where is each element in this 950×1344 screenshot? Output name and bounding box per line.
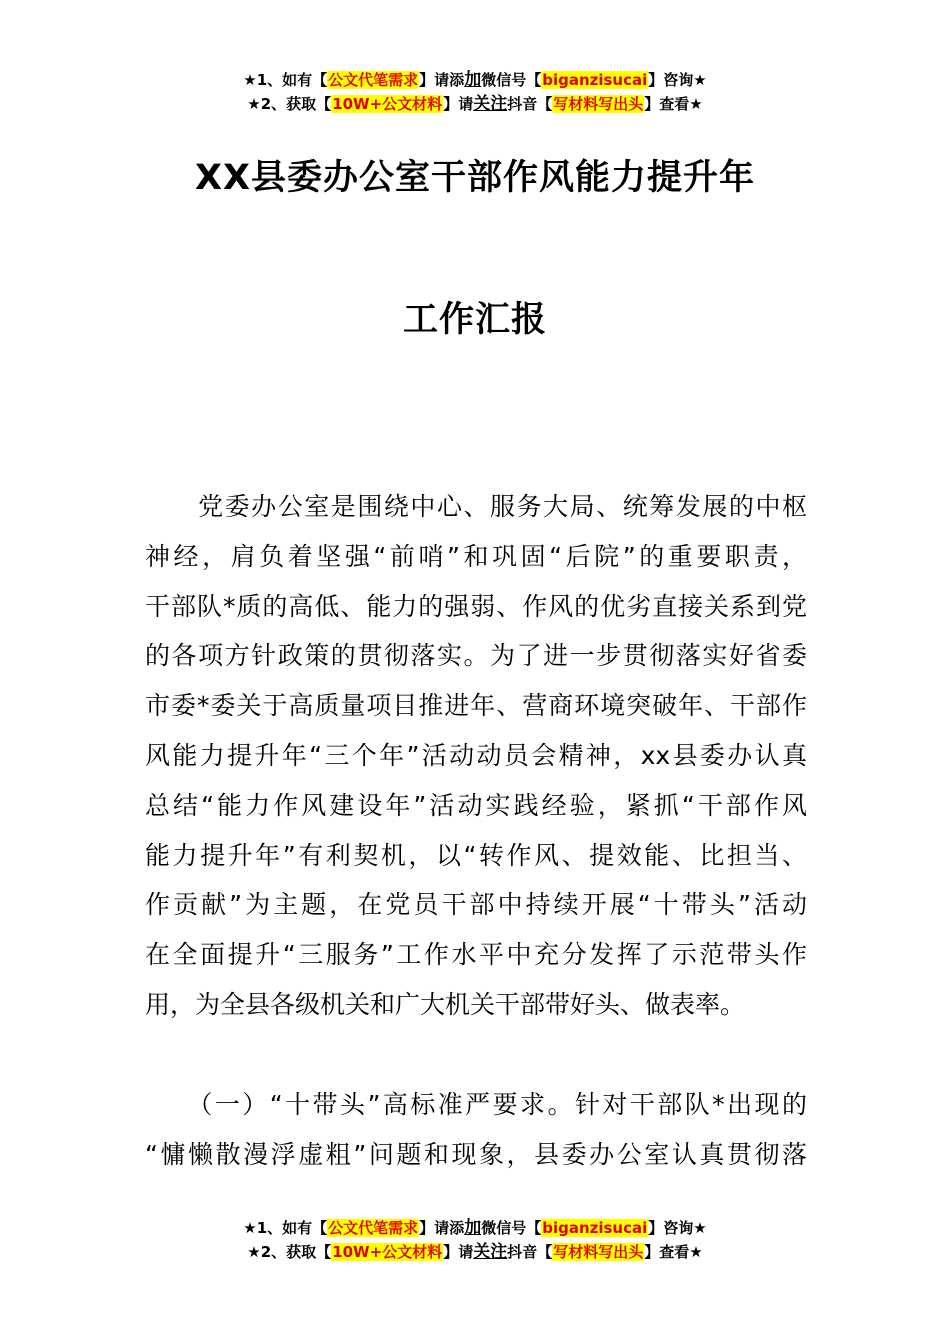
paragraph-line: 党委办公室是围绕中心、服务大局、统筹发展的中枢 bbox=[145, 492, 807, 521]
banner-line-2 bbox=[0, 1240, 950, 1264]
paragraph-line: 用，为全县各级机关和广大机关干部带好头、做表率。 bbox=[145, 989, 746, 1019]
banner-text: 微信号【 bbox=[481, 71, 542, 89]
paragraph-line: 能力提升年”有利契机，以“转作风、提效能、比担当、 bbox=[145, 840, 807, 870]
banner-highlight-douyin-id: 写材料写出头 bbox=[553, 95, 644, 113]
paragraph-1 bbox=[145, 482, 807, 1030]
banner-text: 抖音【 bbox=[507, 95, 553, 113]
banner-highlight: 公文代笔需求 bbox=[328, 71, 419, 89]
banner-text: 】查看★ bbox=[644, 95, 703, 113]
banner-text: 】查看★ bbox=[644, 1243, 703, 1261]
document-title-line-1: XX县委办公室干部作风能力提升年 bbox=[195, 158, 755, 198]
banner-highlight: 10W+公文材料 bbox=[332, 1243, 443, 1261]
banner-underlined-text: 关注 bbox=[473, 1242, 508, 1262]
banner-highlight-wechat-id: biganzisucai bbox=[542, 1219, 648, 1237]
banner-highlight: 公文代笔需求 bbox=[328, 1219, 419, 1237]
banner-highlight-douyin-id: 写材料写出头 bbox=[553, 1243, 644, 1261]
paragraph-line: （一）“十带头”高标准严要求。针对干部队*出现的 bbox=[145, 1090, 807, 1119]
banner-line-2 bbox=[0, 92, 950, 116]
paragraph-line: 在全面提升“三服务”工作水平中充分发挥了示范带头作 bbox=[145, 940, 807, 970]
paragraph-line: 干部队*质的高低、能力的强弱、作风的优劣直接关系到党 bbox=[145, 591, 807, 621]
banner-text: 】咨询★ bbox=[648, 71, 707, 89]
banner-text: 抖音【 bbox=[507, 1243, 553, 1261]
banner-text: ★1、如有【 bbox=[243, 1219, 328, 1237]
banner-underlined-text: 加 bbox=[464, 1218, 482, 1238]
paragraph-2 bbox=[145, 1080, 807, 1180]
banner-highlight: 10W+公文材料 bbox=[332, 95, 443, 113]
banner-text: 】请添 bbox=[419, 1219, 465, 1237]
paragraph-line: 神经，肩负着坚强“前哨”和巩固“后院”的重要职责， bbox=[145, 541, 807, 571]
banner-text: ★1、如有【 bbox=[243, 71, 328, 89]
document-title-line-2: 工作汇报 bbox=[402, 300, 547, 340]
paragraph-line: 风能力提升年“三个年”活动动员会精神，xx县委办认真 bbox=[145, 740, 807, 770]
paragraph-line: 作贡献”为主题，在党员干部中持续开展“十带头”活动 bbox=[145, 890, 807, 920]
header-banner bbox=[0, 68, 950, 116]
banner-line-1 bbox=[0, 68, 950, 92]
paragraph-line: 市委*委关于高质量项目推进年、营商环境突破年、干部作 bbox=[145, 691, 807, 721]
banner-line-1 bbox=[0, 1216, 950, 1240]
paragraph-line: 的各项方针政策的贯彻落实。为了进一步贯彻落实好省委 bbox=[145, 641, 807, 671]
paragraph-line: 总结“能力作风建设年”活动实践经验，紧抓“干部作风 bbox=[145, 790, 807, 820]
footer-banner bbox=[0, 1216, 950, 1264]
banner-text: 】请添 bbox=[419, 71, 465, 89]
banner-underlined-text: 关注 bbox=[473, 94, 508, 114]
banner-underlined-text: 加 bbox=[464, 70, 482, 90]
banner-text: 微信号【 bbox=[481, 1219, 542, 1237]
banner-text: 】请 bbox=[443, 95, 474, 113]
banner-text: ★2、获取【 bbox=[247, 1243, 332, 1261]
banner-text: 】咨询★ bbox=[648, 1219, 707, 1237]
banner-text: ★2、获取【 bbox=[247, 95, 332, 113]
banner-text: 】请 bbox=[443, 1243, 474, 1261]
banner-highlight-wechat-id: biganzisucai bbox=[542, 71, 648, 89]
paragraph-line: “慵懒散漫浮虚粗”问题和现象，县委办公室认真贯彻落 bbox=[145, 1139, 807, 1169]
